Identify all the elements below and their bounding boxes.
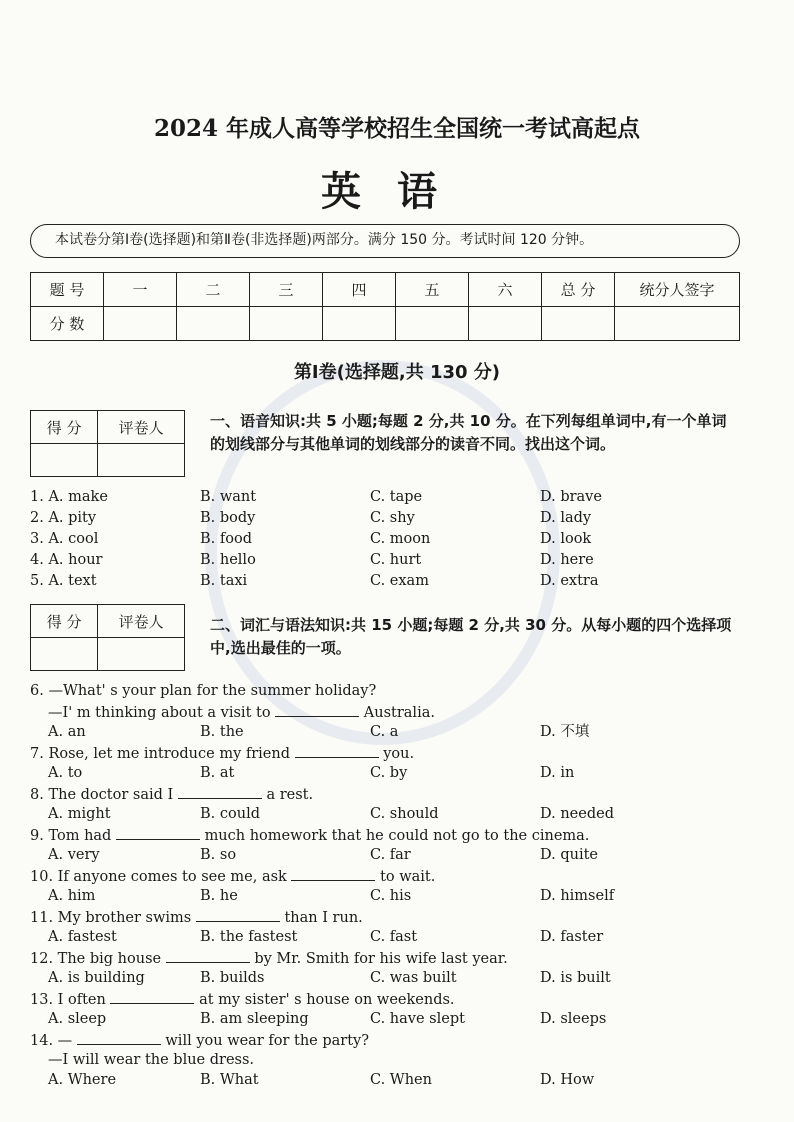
question-options xyxy=(30,1070,760,1091)
exam-instructions: 本试卷分第Ⅰ卷(选择题)和第Ⅱ卷(非选择题)两部分。满分 150 分。考试时间 120 分钟。 xyxy=(30,224,740,258)
exam-title: 2024 年成人高等学校招生全国统一考试高起点 xyxy=(153,115,641,142)
option-a: 2. A. pity xyxy=(30,510,97,526)
score-table-score-row xyxy=(31,307,740,341)
answer-blank xyxy=(291,866,375,881)
option-b: B. taxi xyxy=(200,573,248,589)
subject-title: 英语 xyxy=(321,169,473,215)
option-b: B. hello xyxy=(200,552,256,568)
question-options xyxy=(30,804,760,825)
option-b: B. builds xyxy=(200,970,265,986)
question-text: to wait. xyxy=(380,869,436,885)
question-line xyxy=(30,784,313,806)
score-cell: 五 xyxy=(396,273,469,307)
question-stem xyxy=(30,825,760,846)
option-a: A. is building xyxy=(48,970,145,986)
option-d: D. look xyxy=(540,531,592,547)
option-d: D. in xyxy=(540,765,575,781)
question-stem xyxy=(30,681,760,702)
grader-box-part2 xyxy=(30,604,185,671)
section-1-title: 第Ⅰ卷(选择题,共 130 分) xyxy=(293,362,501,383)
answer-blank xyxy=(77,1030,161,1045)
question-options xyxy=(30,763,760,784)
answer-blank xyxy=(275,702,359,717)
grader-empty-cell xyxy=(98,638,185,671)
option-d: D. 不填 xyxy=(540,724,590,740)
option-c: C. his xyxy=(370,888,412,904)
option-c: C. moon xyxy=(370,531,431,547)
question-options xyxy=(30,968,760,989)
question-text: 7. Rose, let me introduce my friend xyxy=(30,746,291,762)
question-line xyxy=(30,1030,369,1052)
question-row xyxy=(30,550,760,571)
option-d: D. needed xyxy=(540,806,614,822)
option-a: A. sleep xyxy=(48,1011,107,1027)
option-c: C. shy xyxy=(370,510,415,526)
question-line xyxy=(30,907,363,929)
score-empty-cell xyxy=(323,307,396,341)
score-empty-cell xyxy=(177,307,250,341)
question-options xyxy=(30,927,760,948)
option-c: C. by xyxy=(370,765,408,781)
option-a: A. to xyxy=(48,765,83,781)
question-text: —I will wear the blue dress. xyxy=(48,1052,255,1068)
score-empty-cell xyxy=(250,307,323,341)
part-2-heading: 二、词汇与语法知识:共 15 小题;每题 2 分,共 30 分。从每小题的四个选择项中,选出最佳的一项。 xyxy=(210,616,732,657)
question-stem xyxy=(30,866,760,887)
score-empty-cell xyxy=(542,307,615,341)
option-d: D. How xyxy=(540,1072,595,1088)
question-stem xyxy=(30,784,760,805)
option-a: A. an xyxy=(48,724,86,740)
option-d: D. is built xyxy=(540,970,611,986)
score-empty-cell xyxy=(615,307,740,341)
question-text: than I run. xyxy=(284,910,363,926)
question-text: 9. Tom had xyxy=(30,828,112,844)
question-text: 10. If anyone comes to see me, ask xyxy=(30,869,287,885)
score-cell: 总 分 xyxy=(542,273,615,307)
option-a: 5. A. text xyxy=(30,573,97,589)
option-c: C. far xyxy=(370,847,411,863)
score-row-label: 分 数 xyxy=(31,307,104,341)
option-d: D. sleeps xyxy=(540,1011,607,1027)
question-text: 12. The big house xyxy=(30,951,162,967)
score-table-header-row xyxy=(31,273,740,307)
question-text: by Mr. Smith for his wife last year. xyxy=(254,951,508,967)
score-empty-cell xyxy=(104,307,177,341)
option-d: D. extra xyxy=(540,573,599,589)
question-stem xyxy=(30,907,760,928)
score-cell: 一 xyxy=(104,273,177,307)
score-empty-cell xyxy=(469,307,542,341)
question-options xyxy=(30,845,760,866)
option-a: 4. A. hour xyxy=(30,552,103,568)
option-b: B. at xyxy=(200,765,235,781)
option-b: B. body xyxy=(200,510,256,526)
question-row xyxy=(30,508,760,529)
option-a: 1. A. make xyxy=(30,489,108,505)
score-empty-cell xyxy=(396,307,469,341)
option-c: C. exam xyxy=(370,573,429,589)
answer-blank xyxy=(178,784,262,799)
question-stem xyxy=(30,1050,760,1071)
question-stem xyxy=(30,743,760,764)
option-c: C. have slept xyxy=(370,1011,465,1027)
option-b: B. want xyxy=(200,489,257,505)
option-c: C. was built xyxy=(370,970,457,986)
question-line xyxy=(30,866,435,888)
question-stem xyxy=(30,1030,760,1051)
score-table xyxy=(30,272,740,341)
option-c: C. When xyxy=(370,1072,432,1088)
part-1-heading: 一、语音知识:共 5 小题;每题 2 分,共 10 分。在下列每组单词中,有一个单词的划线部分与其他单词的划线部分的读音不同。找出这个词。 xyxy=(210,412,727,453)
question-text: 8. The doctor said I xyxy=(30,787,174,803)
answer-blank xyxy=(295,743,379,758)
question-options xyxy=(30,722,760,743)
grader-score-label: 得 分 xyxy=(31,411,98,444)
option-a: A. very xyxy=(48,847,100,863)
option-c: C. hurt xyxy=(370,552,422,568)
score-cell: 统分人签字 xyxy=(615,273,740,307)
option-b: B. food xyxy=(200,531,252,547)
question-text: Australia. xyxy=(363,705,435,721)
option-a: A. Where xyxy=(48,1072,117,1088)
answer-blank xyxy=(166,948,250,963)
grader-name-label: 评卷人 xyxy=(98,411,185,444)
question-stem xyxy=(30,989,760,1010)
option-b: B. What xyxy=(200,1072,259,1088)
answer-blank xyxy=(110,989,194,1004)
option-b: B. am sleeping xyxy=(200,1011,309,1027)
option-d: D. lady xyxy=(540,510,592,526)
question-row xyxy=(30,487,760,508)
question-text: at my sister' s house on weekends. xyxy=(199,992,455,1008)
answer-blank xyxy=(196,907,280,922)
option-b: B. the xyxy=(200,724,244,740)
option-d: D. here xyxy=(540,552,594,568)
question-text: 11. My brother swims xyxy=(30,910,192,926)
answer-blank xyxy=(116,825,200,840)
question-line xyxy=(48,702,435,724)
option-c: C. should xyxy=(370,806,439,822)
option-a: A. might xyxy=(48,806,111,822)
option-b: B. the fastest xyxy=(200,929,298,945)
option-a: 3. A. cool xyxy=(30,531,99,547)
option-c: C. a xyxy=(370,724,399,740)
question-line xyxy=(30,948,508,970)
score-cell: 四 xyxy=(323,273,396,307)
question-text: you. xyxy=(383,746,415,762)
grader-name-label: 评卷人 xyxy=(98,605,185,638)
question-text: 14. — xyxy=(30,1033,73,1049)
option-a: A. him xyxy=(48,888,96,904)
option-b: B. so xyxy=(200,847,237,863)
option-d: D. faster xyxy=(540,929,604,945)
question-text: 6. —What' s your plan for the summer holiday? xyxy=(30,683,377,699)
option-a: A. fastest xyxy=(48,929,117,945)
question-options xyxy=(30,1009,760,1030)
question-options xyxy=(30,886,760,907)
grader-box-part1 xyxy=(30,410,185,477)
option-b: B. he xyxy=(200,888,238,904)
option-c: C. tape xyxy=(370,489,423,505)
question-text: will you wear for the party? xyxy=(165,1033,370,1049)
question-line xyxy=(30,825,589,847)
score-cell: 题 号 xyxy=(31,273,104,307)
option-c: C. fast xyxy=(370,929,418,945)
question-text: 13. I often xyxy=(30,992,106,1008)
score-cell: 二 xyxy=(177,273,250,307)
grader-empty-cell xyxy=(31,638,98,671)
question-text: a rest. xyxy=(266,787,314,803)
option-d: D. quite xyxy=(540,847,598,863)
question-stem xyxy=(30,948,760,969)
option-d: D. himself xyxy=(540,888,615,904)
question-line xyxy=(30,989,455,1011)
score-cell: 六 xyxy=(469,273,542,307)
option-d: D. brave xyxy=(540,489,602,505)
question-row xyxy=(30,529,760,550)
question-line xyxy=(30,743,414,765)
question-text: much homework that he could not go to the cinema. xyxy=(204,828,590,844)
score-cell: 三 xyxy=(250,273,323,307)
grader-empty-cell xyxy=(31,444,98,477)
grader-score-label: 得 分 xyxy=(31,605,98,638)
grader-empty-cell xyxy=(98,444,185,477)
option-b: B. could xyxy=(200,806,260,822)
question-stem xyxy=(30,702,760,723)
question-text: —I' m thinking about a visit to xyxy=(48,705,271,721)
question-row xyxy=(30,571,760,592)
